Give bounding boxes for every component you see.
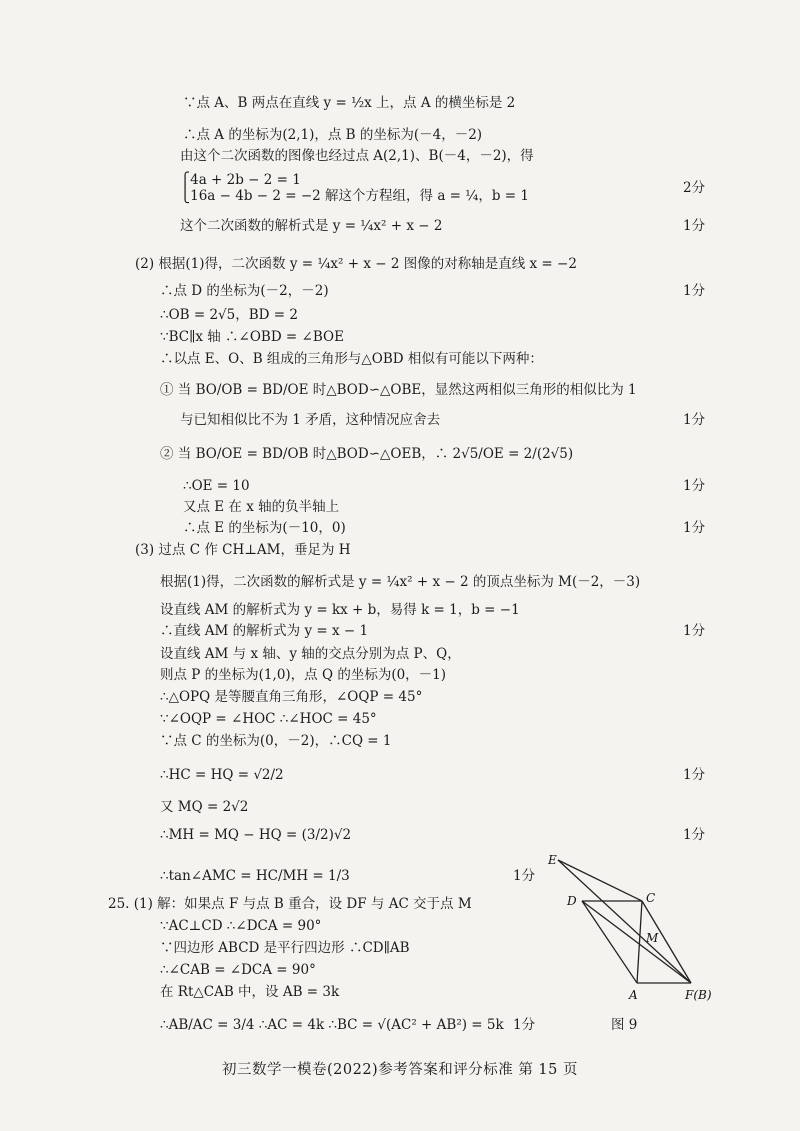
score-mark: 1分 [513,868,536,884]
solution-line: ∴直线 AM 的解析式为 y = x − 1 [160,623,369,639]
solution-line: ∴MH = MQ − HQ = (3/2)√2 [160,827,352,843]
segment-ca [637,901,642,983]
solution-line: 又点 E 在 x 轴的负半轴上 [183,499,340,515]
solution-line: ∵BC∥x 轴 ∴∠OBD = ∠BOE [160,329,344,345]
segment-df [582,901,691,983]
solution-line: ∴以点 E、O、B 组成的三角形与△OBD 相似有可能以下两种： [160,351,543,367]
solution-line: 25. (1) 解：如果点 F 与点 B 重合，设 DF 与 AC 交于点 M [108,896,472,912]
solution-line: (2) 根据(1)得，二次函数 y = ¼x² + x − 2 图像的对称轴是直线 x = −2 [135,256,577,272]
solution-line: ② 当 BO/OE = BD/OB 时△BOD∽△OEB，∴ 2√5/OE = 2/(2√5) [160,446,574,462]
score-mark: 1分 [683,767,706,783]
score-mark: 1分 [683,827,706,843]
solution-line: ∴△OPQ 是等腰直角三角形，∠OQP = 45° [160,689,423,705]
score-mark: 1分 [683,520,706,536]
solution-line: ∵∠OQP = ∠HOC ∴∠HOC = 45° [160,711,377,727]
label-d: D [567,894,577,908]
score-mark: 1分 [683,478,706,494]
solution-line: 由这个二次函数的图像也经过点 A(2,1)、B(－4，－2)，得 [180,148,534,164]
solution-line: ∵点 A、B 两点在直线 y = ½x 上，点 A 的横坐标是 2 [183,95,516,111]
segment-da [582,901,637,983]
solution-line: 与已知相似比不为 1 矛盾，这种情况应舍去 [180,412,441,428]
solution-line: ∴点 D 的坐标为(－2，－2) [160,283,329,299]
solution-line: ① 当 BO/OB = BD/OE 时△BOD∽△OBE，显然这两相似三角形的相似比为 1 [160,382,637,398]
label-m: M [646,931,659,945]
label-a: A [629,988,638,1002]
score-mark: 1分 [683,623,706,639]
solution-line: 这个二次函数的解析式是 y = ¼x² + x − 2 [180,218,443,234]
solution-line: ∴OB = 2√5，BD = 2 [160,307,298,323]
solution-line: (3) 过点 C 作 CH⊥AM，垂足为 H [135,542,351,558]
solution-line: ⎧4a + 2b − 2 = 1 [180,172,301,188]
solution-line: 则点 P 的坐标为(1,0)，点 Q 的坐标为(0，－1) [160,667,447,683]
figure-caption: 图 9 [611,1017,638,1033]
solution-line: ∵四边形 ABCD 是平行四边形 ∴CD∥AB [160,940,410,956]
solution-line: ∴∠CAB = ∠DCA = 90° [160,962,316,978]
score-mark: 1分 [513,1017,536,1033]
solution-line: ∴点 A 的坐标为(2,1)，点 B 的坐标为(－4，－2) [183,127,483,143]
solution-line: ∵点 C 的坐标为(0，－2)，∴CQ = 1 [160,733,392,749]
score-mark: 2分 [683,180,706,196]
page-footer: 初三数学一模卷(2022)参考答案和评分标准 第 15 页 [222,1062,578,1078]
score-mark: 1分 [683,412,706,428]
label-fb: F(B) [685,988,712,1002]
solution-line: 又 MQ = 2√2 [160,799,249,815]
solution-line: ∴tan∠AMC = HC/MH = 1/3 [160,868,350,884]
solution-line: ∵AC⊥CD ∴∠DCA = 90° [160,918,322,934]
solution-line: ∴OE = 10 [183,478,250,494]
solution-line: 设直线 AM 的解析式为 y = kx + b，易得 k = 1，b = −1 [160,602,520,618]
score-mark: 1分 [683,218,706,234]
solution-line: 在 Rt△CAB 中，设 AB = 3k [160,984,340,1000]
solution-line: 设直线 AM 与 x 轴、y 轴的交点分别为点 P、Q， [160,646,461,662]
solution-line: ∴HC = HQ = √2/2 [160,767,284,783]
solution-line: ⎩16a − 4b − 2 = −2 解这个方程组，得 a = ¼，b = 1 [180,188,529,204]
solution-line: ∴点 E 的坐标为(－10，0) [183,520,346,536]
solution-line: ∴AB/AC = 3/4 ∴AC = 4k ∴BC = √(AC² + AB²) = 5k [160,1017,504,1033]
solution-line: 根据(1)得，二次函数的解析式是 y = ¼x² + x − 2 的顶点坐标为 M(－2，－3) [160,574,641,590]
label-e: E [548,853,557,867]
label-c: C [646,891,656,905]
geometry-figure-9 [545,852,735,1022]
score-mark: 1分 [683,283,706,299]
